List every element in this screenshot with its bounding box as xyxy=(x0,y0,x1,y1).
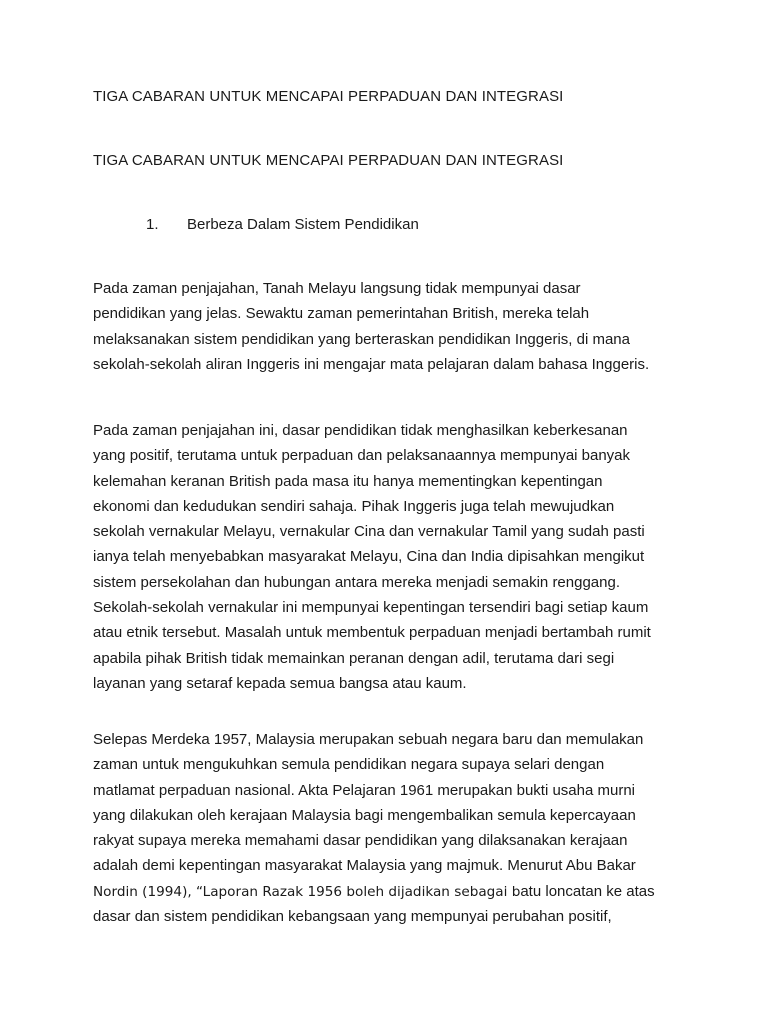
heading-label: Berbeza Dalam Sistem Pendidikan xyxy=(187,216,419,233)
paragraph-line: sistem persekolahan dan hubungan antara mereka menjadi semakin renggang. xyxy=(93,573,620,591)
paragraph-line: yang dilakukan oleh kerajaan Malaysia bagi mengembalikan semula kepercayaan xyxy=(93,806,636,824)
paragraph-line: ianya telah menyebabkan masyarakat Melayu, Cina dan India dipisahkan mengikut xyxy=(93,548,645,566)
paragraph-line: adalah demi kepentingan masyarakat Malaysia yang majmuk. Menurut Abu Bakar xyxy=(93,857,636,875)
numbered-heading xyxy=(146,216,419,233)
paragraph-line: pendidikan yang jelas. Sewaktu zaman pemerintahan British, mereka telah xyxy=(93,305,590,323)
paragraph-2 xyxy=(93,418,683,696)
paragraph-line: kelemahan keranan British pada masa itu hanya mementingkan kepentingan xyxy=(93,472,603,490)
heading-number: 1. xyxy=(146,216,159,233)
paragraph-line: apabila pihak British tidak memainkan peranan dengan adil, terutama dari segi xyxy=(93,649,615,667)
paragraph-1 xyxy=(93,276,683,377)
citation-continuation: atu loncatan ke atas xyxy=(520,882,655,900)
paragraph-line: sekolah-sekolah aliran Inggeris ini mengajar mata pelajaran dalam bahasa Inggeris. xyxy=(93,355,650,373)
paragraph-line: zaman untuk mengukuhkan semula pendidikan negara supaya selari dengan xyxy=(93,756,605,774)
paragraph-line: layanan yang setaraf kepada semua bangsa atau kaum. xyxy=(93,674,467,692)
paragraph-line: dasar dan sistem pendidikan kebangsaan yang mempunyai perubahan positif, xyxy=(93,908,612,926)
paragraph-line: matlamat perpaduan nasional. Akta Pelajaran 1961 merupakan bukti usaha murni xyxy=(93,781,636,799)
paragraph-line: yang positif, terutama untuk perpaduan dan pelaksanaannya mempunyai banyak xyxy=(93,447,631,465)
paragraph-line-mixed-font xyxy=(93,879,683,904)
document-title: TIGA CABARAN UNTUK MENCAPAI PERPADUAN DAN INTEGRASI xyxy=(93,88,564,105)
paragraph-line: atau etnik tersebut. Masalah untuk membentuk perpaduan menjadi bertambah rumit xyxy=(93,624,651,642)
paragraph-line: sekolah vernakular Melayu, vernakular Cina dan vernakular Tamil yang sudah pasti xyxy=(93,523,645,541)
paragraph-line: Pada zaman penjajahan, Tanah Melayu langsung tidak mempunyai dasar xyxy=(93,280,581,297)
paragraph-line: Selepas Merdeka 1957, Malaysia merupakan sebuah negara baru dan memulakan xyxy=(93,731,644,748)
paragraph-line: melaksanakan sistem pendidikan yang berteraskan pendidikan Inggeris, di mana xyxy=(93,330,630,348)
citation-text: Nordin (1994), “Laporan Razak 1956 boleh dijadikan sebagai b xyxy=(93,883,521,900)
document-title-repeat: TIGA CABARAN UNTUK MENCAPAI PERPADUAN DAN INTEGRASI xyxy=(93,152,564,169)
paragraph-line: ekonomi dan kedudukan sendiri sahaja. Pihak Inggeris juga telah mewujudkan xyxy=(93,497,615,515)
paragraph-3 xyxy=(93,727,683,929)
paragraph-line: Pada zaman penjajahan ini, dasar pendidikan tidak menghasilkan keberkesanan xyxy=(93,422,628,439)
paragraph-line: rakyat supaya mereka memahami dasar pendidikan yang dilaksanakan kerajaan xyxy=(93,832,628,850)
paragraph-line: Sekolah-sekolah vernakular ini mempunyai kepentingan tersendiri bagi setiap kaum xyxy=(93,599,649,617)
